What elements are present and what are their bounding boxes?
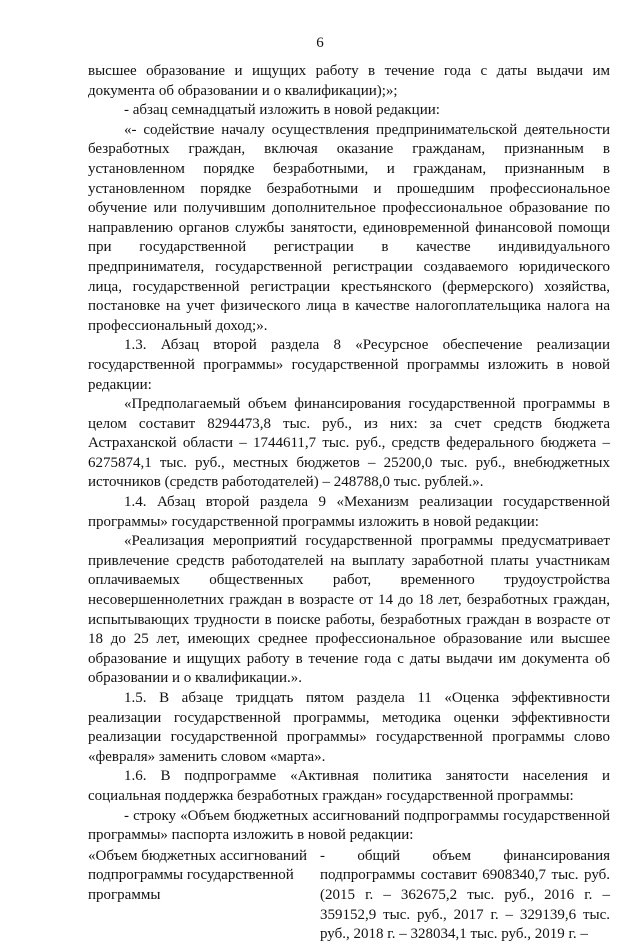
paragraph-1-3: 1.3. Абзац второй раздела 8 «Ресурсное обеспечение реализации государственной программы» государственной программы изложить в новой редакции: — [88, 337, 610, 393]
document-body — [88, 62, 610, 945]
paragraph-entrepreneurship-support: «- содействие началу осуществления предпринимательской деятельности безработных граждан, включая оказание гражданам, признанным в установленном порядке безработными, и гражданам, признанным в установленном порядке безработными и прошедшим профессиональное обучение или получившим дополнительное профессиональное образование по направлению органов службы занятости, единовременной финансовой помощи при государственной регистрации в качестве индивидуального предпринимателя, государственной регистрации создаваемого юридического лица, государственной регистрации крестьянского (фермерского) хозяйства, постановке на учет физического лица в качестве налогоплательщика налога на профессиональный доход;». — [88, 121, 610, 334]
passport-table-row — [88, 847, 610, 945]
paragraph-continuation: высшее образование и ищущих работу в течение года с даты выдачи им документа об образовании и о квалификации);»; — [88, 63, 610, 99]
table-cell-label: «Объем бюджетных ассигнований подпрограммы государственной программы — [88, 847, 307, 903]
paragraph-1-6: 1.6. В подпрограмме «Активная политика занятости населения и социальная поддержка безработных граждан» государственной программы: — [88, 768, 610, 804]
paragraph-instruction-17: - абзац семнадцатый изложить в новой редакции: — [124, 102, 440, 119]
paragraph-employer-funds: «Реализация мероприятий государственной программы предусматривает привлечение средств работодателей на выплату заработной платы участникам оплачиваемых общественных работ, временного трудоустройства несовершеннолетних граждан в возрасте от 14 до 18 лет, безработных граждан, испытывающих трудности в поиске работы, безработных граждан в возрасте от 18 до 25 лет, имеющих среднее профессиональное образование или высшее образование и ищущих работу в течение года с даты выдачи им документа об образовании и о квалификации.». — [88, 533, 610, 687]
paragraph-1-5: 1.5. В абзаце тридцать пятом раздела 11 «Оценка эффективности реализации государственной программы, методика оценки эффективности реализации государственной программы» государственной программы слово «февраля» заменить словом «марта». — [88, 690, 610, 765]
paragraph-1-4: 1.4. Абзац второй раздела 9 «Механизм реализации государственной программы» государственной программы изложить в новой редакции: — [88, 494, 610, 530]
paragraph-financing-volume: «Предполагаемый объем финансирования государственной программы в целом составит 8294473,8 тыс. руб., из них: за счет средств бюджета Астраханской области – 1744611,7 тыс. руб., средств федерального бюджета – 6275874,1 тыс. руб., местных бюджетов – 25200,0 тыс. руб., внебюджетных источников (средств работодателей) – 248788,0 тыс. рублей.». — [88, 396, 610, 491]
paragraph-row-instruction: - строку «Объем бюджетных ассигнований подпрограммы государственной программы» паспорта изложить в новой редакции: — [88, 807, 610, 844]
page-number: 6 — [316, 35, 324, 51]
table-cell-value: - общий объем финансирования подпрограммы составит 6908340,7 тыс. руб. (2015 г. – 362675,2 тыс. руб., 2016 г. – 359152,9 тыс. руб., 2017 г. – 329139,6 тыс. руб., 2018 г. – 328034,1 тыс. руб., 2019 г. – — [320, 847, 610, 943]
